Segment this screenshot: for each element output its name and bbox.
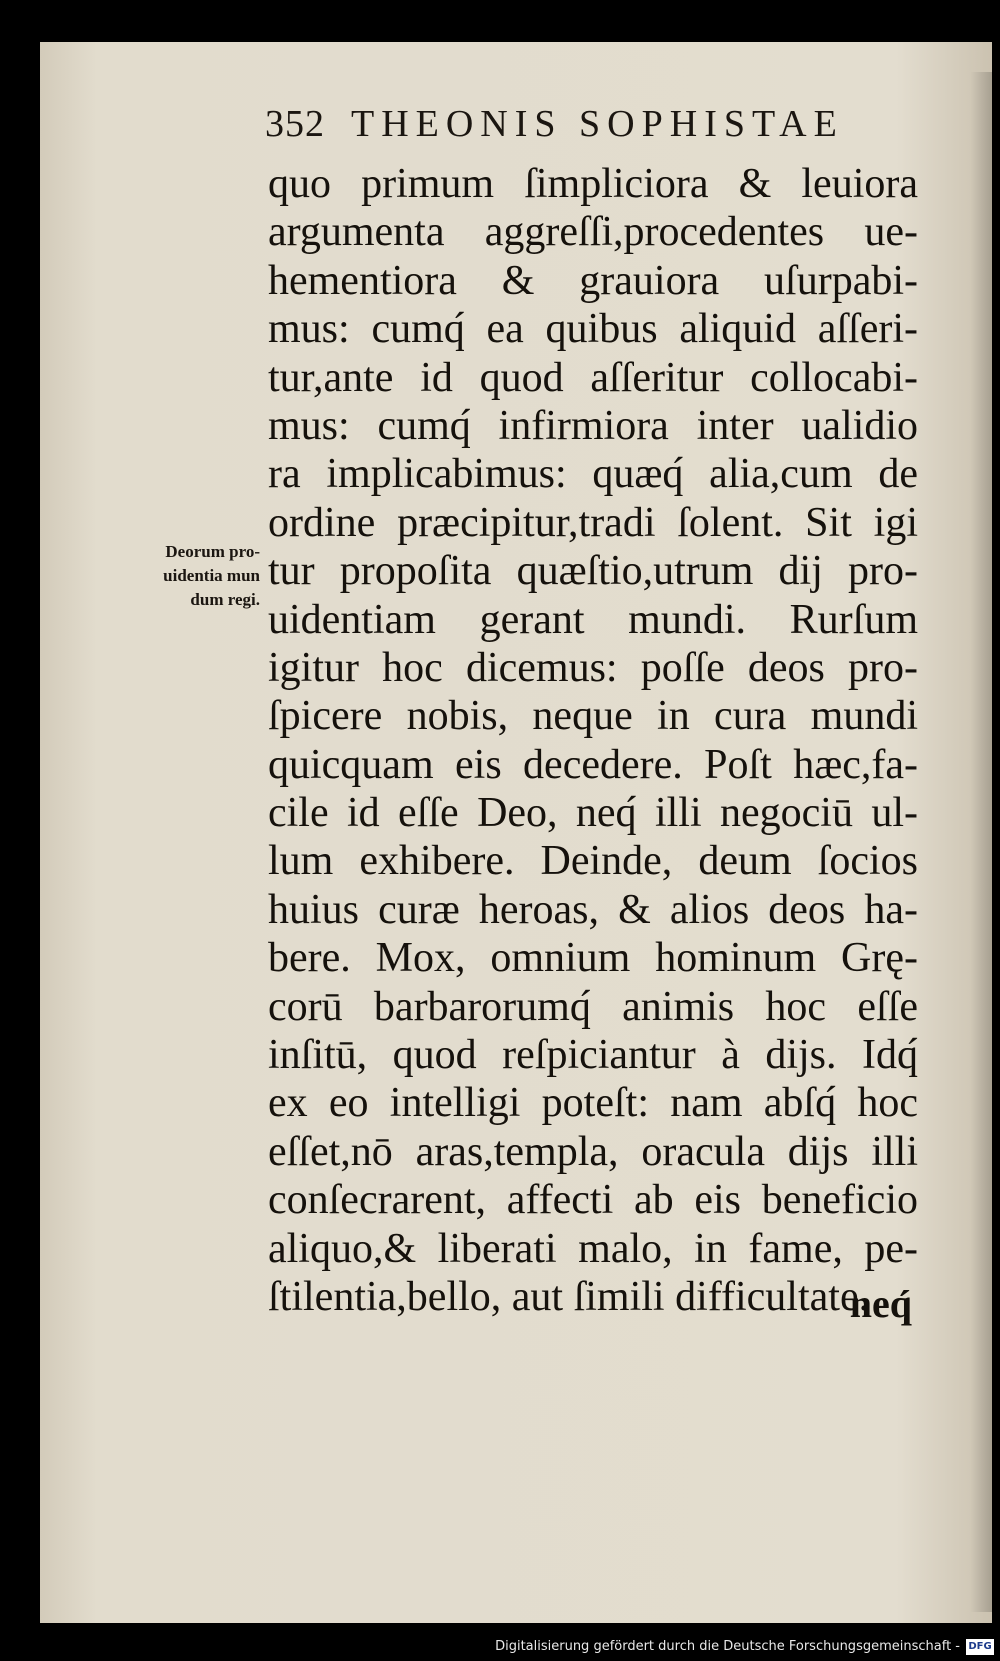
text-line: aliquo,& liberati malo, in fame, pe- — [268, 1225, 918, 1272]
text-line: bere. Mox, omnium hominum Grę- — [268, 935, 918, 982]
margin-note-line: Deorum pro- — [165, 542, 260, 561]
funding-credit: Digitalisierung gefördert durch die Deutsche Forschungsgemeinschaft - — [495, 1639, 960, 1654]
digitization-footer — [0, 1633, 1000, 1661]
text-line: ſpicere nobis, neque in cura mundi — [268, 693, 918, 740]
text-line: quo primum ſimpliciora & leuiora — [268, 161, 918, 207]
dfg-logo: DFG — [966, 1639, 994, 1655]
text-line: argumenta aggreſſi,procedentes ue- — [268, 209, 918, 256]
text-line: ordine præcipitur,tradi ſolent. Sit igi — [268, 499, 918, 546]
book-page — [40, 42, 992, 1623]
text-line: mus: cumq́ ea quibus aliquid aſſeri- — [268, 306, 918, 353]
running-header — [265, 102, 915, 152]
page-gutter-shadow — [970, 72, 992, 1612]
text-line: ſtilentia,bello, aut ſimili difficultate. — [268, 1273, 870, 1320]
text-line: tur,ante id quod aſſeritur collocabi- — [268, 354, 918, 401]
catchword: neq́ — [849, 1281, 912, 1326]
text-line: uidentiam gerant mundi. Rurſum — [268, 596, 918, 643]
text-line: igitur hoc dicemus: poſſe deos pro- — [268, 644, 918, 691]
text-line: mus: cumq́ infirmiora inter ualidio — [268, 402, 918, 449]
text-line: corū barbarorumq́ animis hoc eſſe — [268, 983, 918, 1030]
text-line: quicquam eis decedere. Poſt hæc,fa- — [268, 741, 918, 788]
margin-note-line: dum regi. — [190, 590, 260, 609]
text-line: ex eo intelligi poteſt: nam abſq́ hoc — [268, 1080, 918, 1127]
text-line: hementiora & grauiora uſurpabi- — [268, 257, 918, 304]
text-line: lum exhibere. Deinde, deum ſocios — [268, 838, 918, 885]
text-line: ra implicabimus: quæq́ alia,cum de — [268, 451, 918, 498]
text-line: conſecrarent, affecti ab eis beneficio — [268, 1177, 918, 1224]
margin-note-line: uidentia mun — [163, 566, 260, 585]
text-line: inſitū, quod reſpiciantur à dijs. Idq́ — [268, 1032, 918, 1079]
margin-note — [100, 540, 260, 612]
page-number: 352 — [265, 103, 325, 145]
text-line: tur propoſita quæſtio,utrum dij pro- — [268, 548, 918, 595]
text-line: cile id eſſe Deo, neq́ illi negociū ul- — [268, 790, 918, 837]
body-text — [268, 160, 918, 1321]
running-title: THEONIS SOPHISTAE — [351, 103, 844, 145]
text-line: huius curæ heroas, & alios deos ha- — [268, 886, 918, 933]
text-line: eſſet,nō aras,templa, oracula dijs illi — [268, 1128, 918, 1175]
